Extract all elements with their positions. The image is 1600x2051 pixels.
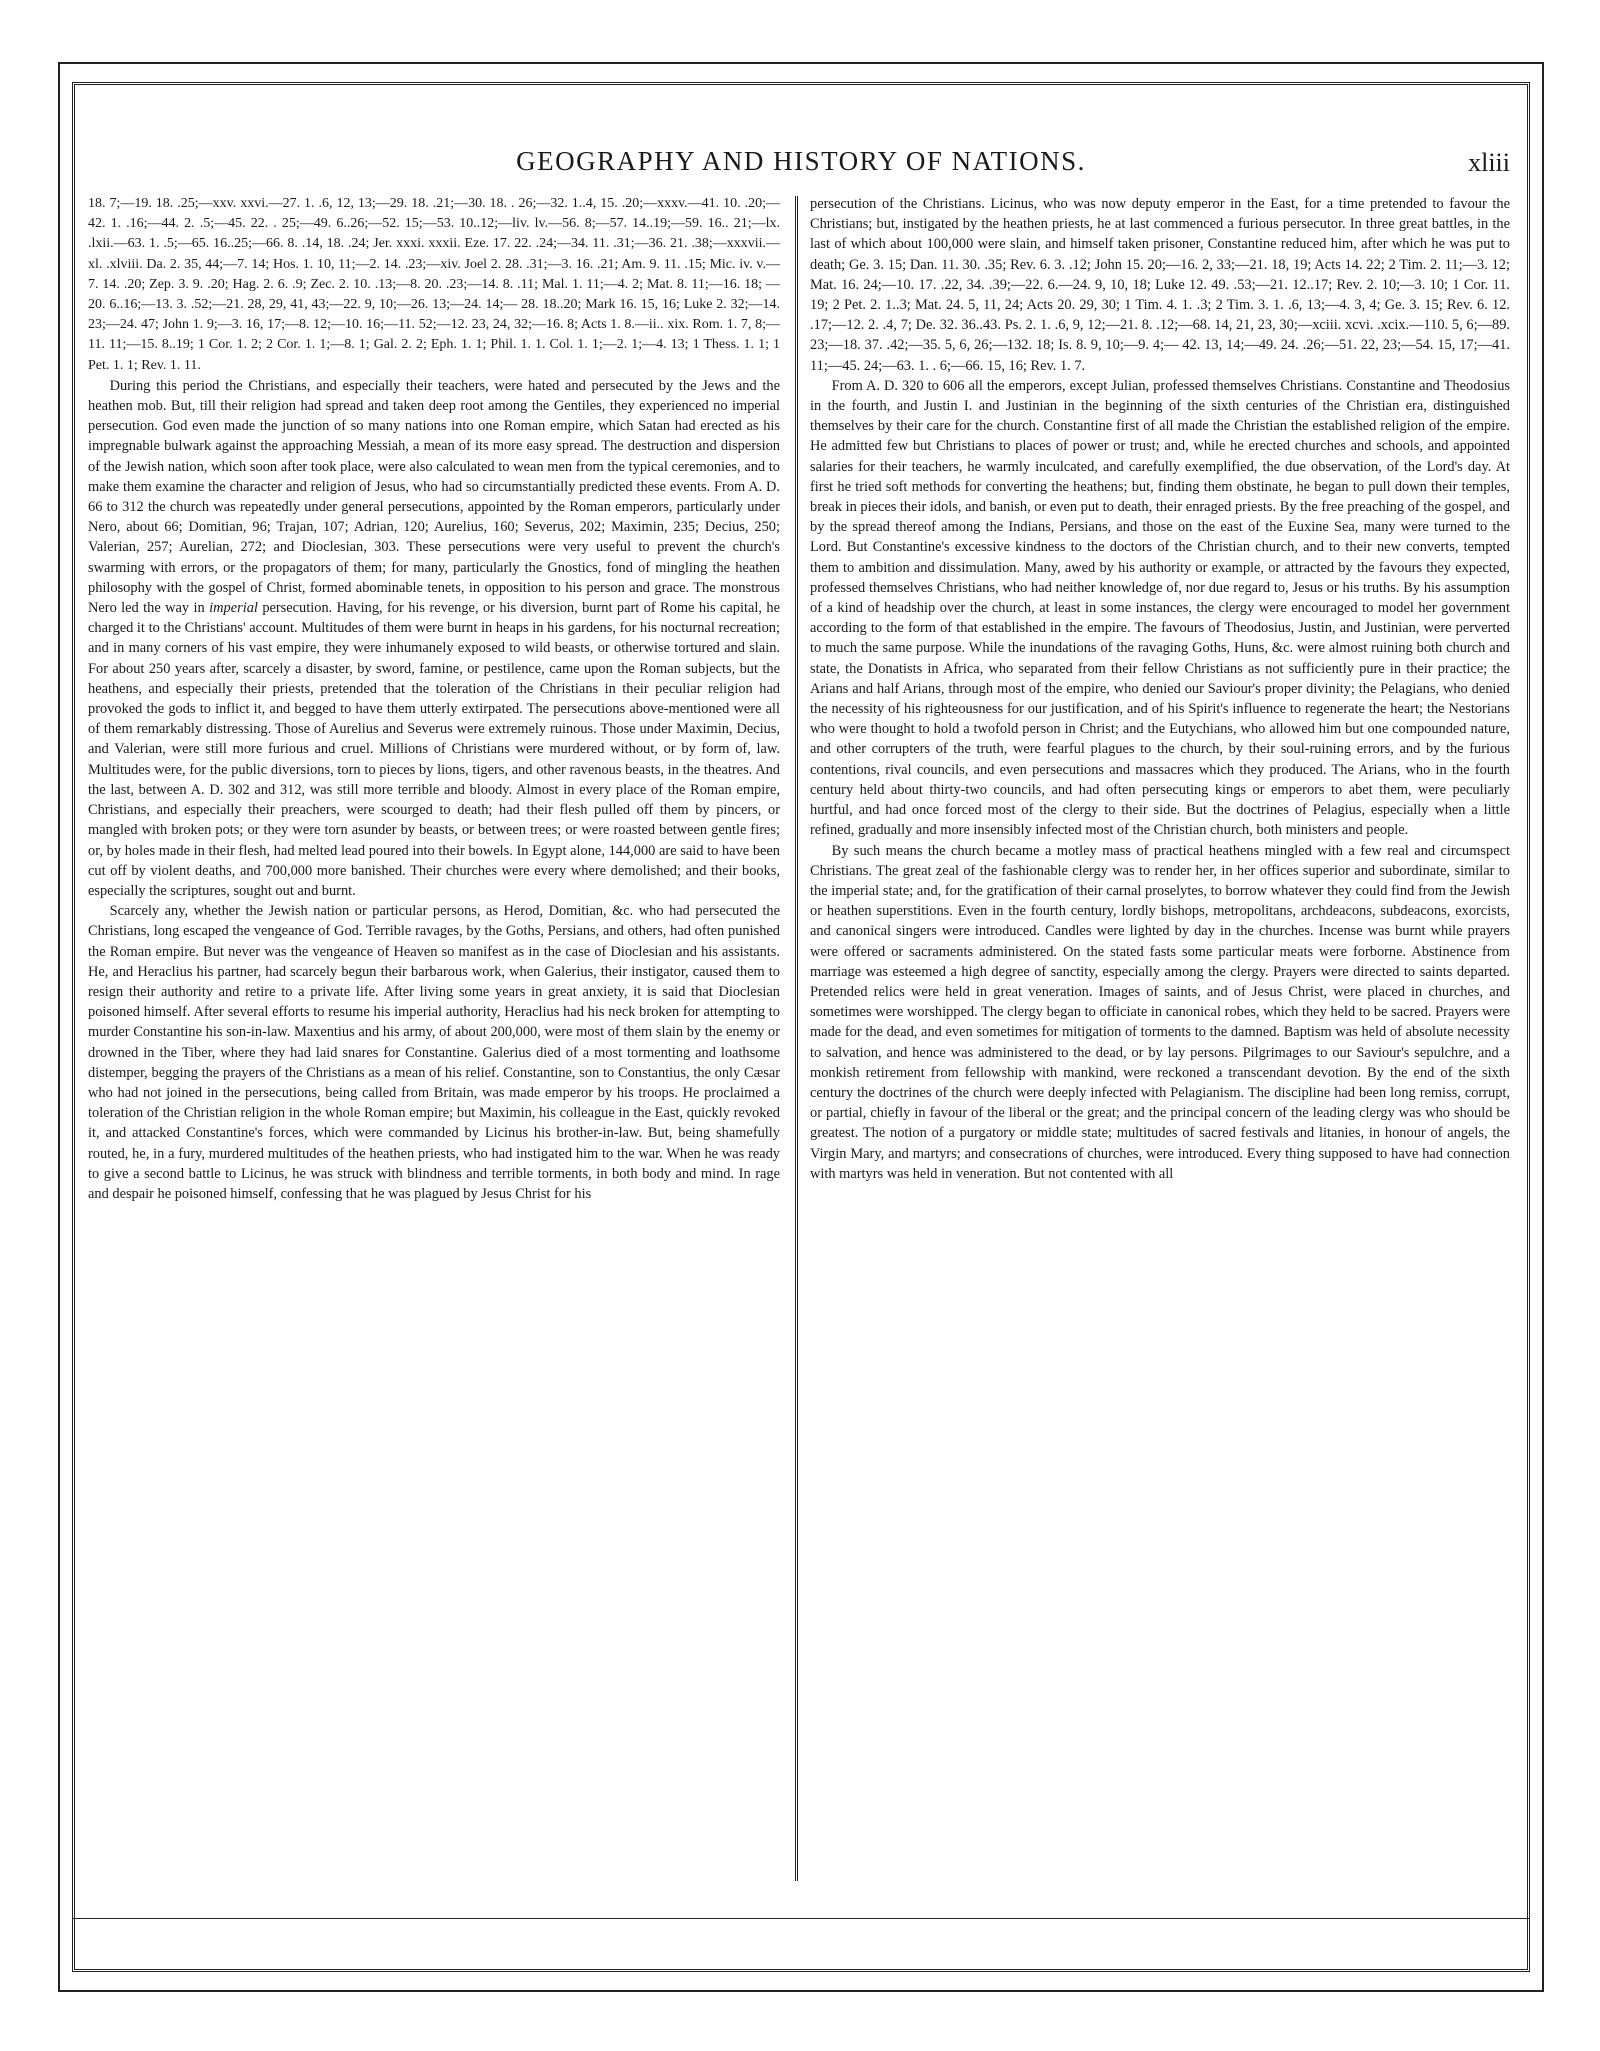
column-divider [795,196,798,1881]
paragraph-christian-emperors: From A. D. 320 to 606 all the emperors, except Julian, professed themselves Christians. Constantine and Theodosius in the fourth, and Justin I. and Justinian in the beginning of the sixth centuries of the Christian era, distinguished themselves by their care for the church. Constantine first of all made the Christian the established religion of the empire. He admitted few but Christians to places of power or trust; and, while he erected churches and schools, and appointed salaries for their teachers, he warmly inculcated, and carefully exemplified, the due observation, of the Lord's day. At first he tried soft methods for converting the heathens; but, finding them obstinate, he began to pull down their temples, break in pieces their idols, and banish, or even put to death, their enraged priests. By the free preaching of the gospel, and by the spread thereof among the Indians, Persians, and those on the east of the Euxine Sea, many were turned to the Lord. But Constantine's excessive kindness to the doctors of the Christian church, and to their new converts, tempted them to ambition and dissimulation. Many, awed by his authority or example, or attracted by the favours they expected, professed themselves Christians, who had neither knowledge of, nor due regard to, Jesus or his truths. By his assumption of a kind of headship over the church, at least in some instances, the clergy were encouraged to model her government according to the form of that established in the empire. The favours of Theodosius, Justin, and Justinian, were perverted to much the same purpose. While the inundations of the ravaging Goths, Huns, &c. were almost ruining both church and state, the Donatists in Africa, who separated from their fellow Christians as not sufficiently pure in their practice; the Arians and half Arians, through most of the empire, who denied our Saviour's proper divinity; the Pelagians, who denied the necessity of his righteousness for our justification, and of his Spirit's influence to regenerate the heart; the Nestorians who were thought to hold a twofold person in Christ; and the Eutychians, who allowed him but one compounded nature, and other corrupters of the truth, were fearful plagues to the church, by their soul-ruining errors, and by the furious contentions, rival councils, and even persecutions and massacres which they produced. The Arians, who in the fourth century held about thirty-two councils, and had often persecuting kings or emperors to abet them, were peculiarly hurtful, and had once forced most of the clergy to their side. But the doctrines of Pelagius, especially when a little refined, gradually and more insensibly infected most of the Christian church, both ministers and people. [810,377,1510,839]
left-column [88,194,780,1204]
paragraph-vengeance: Scarcely any, whether the Jewish nation or particular persons, as Herod, Domitian, &c. who had persecuted the Christians, long escaped the vengeance of God. Terrible ravages, by the Goths, Persians, and others, had often punished the Roman empire. But never was the vengeance of Heaven so manifest as in the case of Dioclesian and his assistants. He, and Heraclius his partner, had scarcely begun their barbarous work, when Galerius, their instigator, caused them to resign their authority and retire to a private life. After living some years in great anxiety, it is said that Dioclesian poisoned himself. After several efforts to resume his imperial authority, Heraclius had his neck broken for attempting to murder Constantine his son-in-law. Maxentius and his army, of about 200,000, were most of them slain by the enemy or drowned in the Tiber, where they had laid snares for Constantine. Galerius died of a most tormenting and loathsome distemper, begging the prayers of the Christians as a mean of his relief. Constantine, son to Constantius, the only Cæsar who had not joined in the persecutions, being called from Britain, was made emperor by his troops. He proclaimed a toleration of the Christian religion in the whole Roman empire; but Maximin, his colleague in the East, quickly revoked it, and attacked Constantine's forces, which were commanded by Licinus his brother-in-law. But, being shamefully routed, he, in a fury, murdered multitudes of the heathen priests, who had instigated him to the war. When he was ready to give a second battle to Licinus, he was struck with blindness and terrible torments, in both body and mind. In rage and despair he poisoned himself, confessing that he was plagued by Jesus Christ for his [88,903,780,1202]
emphasis-imperial: imperial [209,600,258,617]
paragraph-text: During this period the Christians, and especially their teachers, were hated and persecuted by the Jews and the heathen mob. But, till their religion had spread and taken deep root among the Gentiles, they experienced no imperial persecution. God even made the junction of so many nations into one Roman empire, which Satan had erected as his impregnable bulwark against the approaching Messiah, a mean of its more easy spread. The destruction and dispersion of the Jewish nation, which soon after took place, were also calculated to wean men from the typical ceremonies, and to make them examine the character and religion of Jesus, who had so circumstantially predicted these events. From A. D. 66 to 312 the church was repeatedly under general persecutions, appointed by the Roman emperors, particularly under Nero, about 66; Domitian, 96; Trajan, 107; Adrian, 120; Aurelius, 160; Severus, 202; Maximin, 235; Decius, 250; Valerian, 257; Aurelian, 272; and Dioclesian, 303. These persecutions were very useful to prevent the church's swarming with errors, or the propagators of them; for many, particularly the Gnostics, fond of mingling the heathen philosophy with the gospel of Christ, formed abominable tenets, in opposition to his person and grace. The monstrous Nero led the way in [88,377,780,617]
running-title: GEOGRAPHY AND HISTORY OF NATIONS. [516,146,1086,176]
paragraph-text: persecution. Having, for his revenge, or his diversion, burnt part of Rome his capital, he charged it to the Christians' account. Multitudes of them were burnt in heaps in his gardens, for his nocturnal recreation; and in many corners of his vast empire, they were inhumanely exposed to wild beasts, or otherwise tortured and slain. For about 250 years after, scarcely a disaster, by sword, famine, or pestilence, came upon the Roman subjects, but the heathens, and especially their priests, pretended that the toleration of the Christians in their peculiar religion had provoked the gods to inflict it, and begged to have them utterly extirpated. The persecutions above-mentioned were all of them remarkably distressing. Those of Aurelius and Severus were extremely ruinous. Those under Maximin, Decius, and Valerian, were still more furious and cruel. Millions of Christians were murdered without, or by form of, law. Multitudes were, for the public diversions, torn to pieces by lions, tigers, and other ravenous beasts, in the theatres. And the last, between A. D. 302 and 312, was still more terrible and bloody. Almost in every place of the Roman empire, Christians, and especially their preachers, were scourged to death; had their flesh pulled off them by pincers, or mangled with broken pots; or they were torn asunder by beasts, or between trees; or were roasted between gentle fires; or, by holes made in their flesh, had melted lead poured into their bowels. In Egypt alone, 144,000 are said to have been cut off by violent deaths, and 700,000 more banished. Their churches were every where demolished; and their books, especially the scriptures, sought out and burnt. [88,600,780,899]
footer-rule [72,1918,1530,1919]
scripture-references: 18. 7;—19. 18. .25;—xxv. xxvi.—27. 1. .6, 12, 13;—29. 18. .21;—30. 18. . 26;—32. 1..4, 15. .20;—xxxv.—41. 10. .20;—42. 1. .16;—44. 2. .5;—45. 22. . 25;—49. 6..26;—52. 15;—53. 10..12;—liv. lv.—56. 8;—57. 14..19;—59. 16.. 21;—lx. .lxii.—63. 1. .5;—65. 16..25;—66. 8. .14, 18. .24; Jer. xxxi. xxxii. Eze. 17. 22. .24;—34. 11. .31;—36. 21. .38;—xxxvii.—xl. .xlviii. Da. 2. 35, 44;—7. 14; Hos. 1. 10, 11;—2. 14. .23;—xiv. Joel 2. 28. .31;—3. 16. .21; Am. 9. 11. .15; Mic. iv. v.—7. 14. .20; Zep. 3. 9. .20; Hag. 2. 6. .9; Zec. 2. 10. .13;—8. 20. .23;—14. 8. .11; Mal. 1. 11;—4. 2; Mat. 8. 11;—16. 18; —20. 6..16;—13. 3. .52;—21. 28, 29, 41, 43;—22. 9, 10;—26. 13;—24. 14;— 28. 18..20; Mark 16. 15, 16; Luke 2. 32;—14. 23;—24. 47; John 1. 9;—3. 16, 17;—8. 12;—10. 16;—11. 52;—12. 23, 24, 32;—16. 8; Acts 1. 8.—ii.. xix. Rom. 1. 7, 8;—11. 11;—15. 8..19; 1 Cor. 1. 2; 2 Cor. 1. 1;—8. 1; Gal. 2. 2; Eph. 1. 1; Phil. 1. 1. Col. 1. 1;—2. 1;—4. 13; 1 Thess. 1. 1; 1 Pet. 1. 1; Rev. 1. 11. [88,196,780,373]
page-number: xliii [1468,148,1510,177]
paragraph-motley-church: By such means the church became a motley mass of practical heathens mingled with a few real and circumspect Christians. The great zeal of the fashionable clergy was to render her, in her offices superior and subordinate, similar to the imperial state; and, for the gratification of their carnal proselytes, to borrow whatever they could find from the Jewish or heathen superstitions. Even in the fourth century, lordly bishops, metropolitans, archdeacons, subdeacons, exorcists, and canonical singers were introduced. Candles were lighted by day in the churches. Incense was burnt while prayers were offered or sacraments administered. On the stated fasts some particular meats were forborne. Abstinence from marriage was esteemed a high degree of sanctity, especially among the clergy. Prayers were directed to saints departed. Pretended relics were held in great veneration. Images of saints, and of Jesus Christ, were placed in churches, and sometimes were worshipped. The clergy began to officiate in canonical robes, which they held to be sacred. Prayers were made for the dead, and even sometimes for mitigation of torments to the damned. Baptism was held of absolute necessity to salvation, and hence was administered to the dead, or by lay persons. Pilgrimages to our Saviour's sepulchre, and a monkish retirement from fellowship with mankind, were reckoned a transcendant devotion. By the end of the sixth century the doctrines of the church were deeply infected with Pelagianism. The discipline had been long remiss, corrupt, or partial, chiefly in favour of the liberal or the great; and the principal concern of the leading clergy was who should be greatest. The notion of a purgatory or middle state; multitudes of sacred festivals and litanies, in honour of angels, the Virgin Mary, and martyrs; and consecrations of churches, were introduced. Every thing supposed to have had connection with martyrs was held in veneration. But not contented with all [810,842,1510,1182]
page-header [86,146,1516,186]
paragraph-licinus: persecution of the Christians. Licinus, who was now deputy emperor in the East, for a time pretended to favour the Christians; but, instigated by the heathen priests, he at last commenced a furious persecutor. In three great battles, in the last of which about 100,000 were slain, and himself taken prisoner, Constantine reduced him, after which he was put to death; Ge. 3. 15; Dan. 11. 30. .35; Rev. 6. 3. .12; John 15. 20;—16. 2, 33;—21. 18, 19; Acts 14. 22; 2 Tim. 2. 11;—3. 12; Mat. 16. 24;—10. 17. .22, 34. .39;—22. 6.—24. 9, 10, 18; Luke 12. 49. .53;—21. 12..17; Rev. 2. 10;—3. 10; 1 Cor. 11. 19; 2 Pet. 2. 1..3; Mat. 24. 5, 11, 24; Acts 20. 29, 30; 1 Tim. 4. 1. .3; 2 Tim. 3. 1. .6, 13;—4. 3, 4; Ge. 3. 15; Rev. 6. 12. .17;—12. 2. .4, 7; De. 32. 36..43. Ps. 2. 1. .6, 9, 12;—21. 8. .12;—68. 14, 21, 23, 30;—xciii. xcvi. .xcix.—110. 5, 6;—89. 23;—18. 37. .42;—35. 5, 6, 26;—132. 18; Is. 8. 9, 10;—9. 4;— 42. 13, 14;—49. 24. .26;—51. 22, 23;—54. 15, 17;—41. 11;—45. 24;—63. 1. . 6;—66. 15, 16; Rev. 1. 7. [810,196,1510,374]
right-column [810,194,1510,1184]
paragraph-persecutions [88,376,780,901]
